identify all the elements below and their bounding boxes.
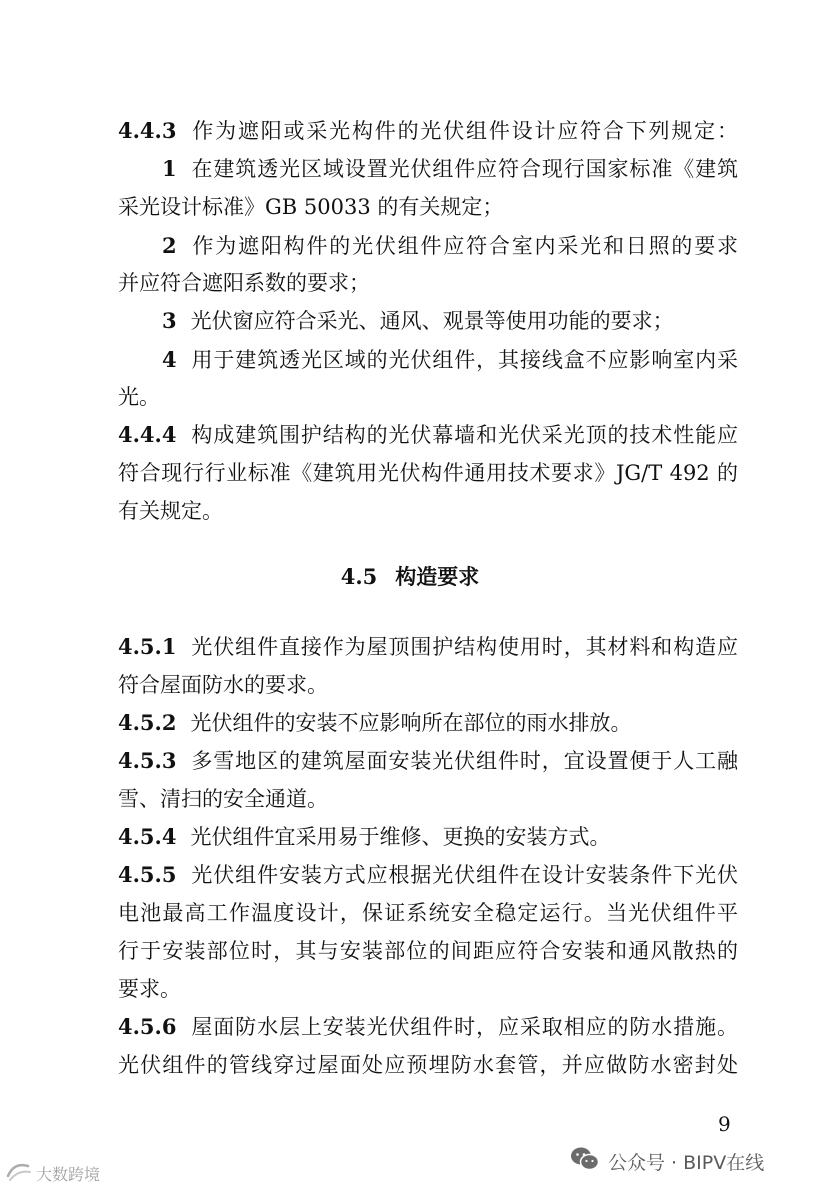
clause-4-4-3 <box>118 114 738 148</box>
brand-watermark <box>4 1160 100 1186</box>
item-number: 4 <box>162 347 177 372</box>
clause-4-4-4-continuation: 符合现行行业标准《建筑用光伏构件通用技术要求》JG/T 492 的 <box>118 461 738 485</box>
clause-4-5-3 <box>118 744 738 778</box>
clause-4-5-3-continuation: 雪、清扫的安全通道。 <box>118 787 328 811</box>
section-number: 4.5 <box>340 564 378 589</box>
clause-4-5-1-continuation: 符合屋面防水的要求。 <box>118 673 328 697</box>
item-1-continuation: 采光设计标准》GB 50033 的有关规定； <box>118 195 504 219</box>
clause-number: 4.5.3 <box>118 748 177 773</box>
clause-text: 光伏组件宜采用易于维修、更换的安装方式。 <box>190 825 611 849</box>
item-3 <box>162 304 738 338</box>
item-text: 光伏窗应符合采光、通风、观景等使用功能的要求； <box>190 309 674 333</box>
clause-text: 光伏组件直接作为屋顶围护结构使用时，其材料和构造应 <box>190 635 738 659</box>
clause-number: 4.4.3 <box>118 118 177 143</box>
item-4 <box>162 343 738 377</box>
clause-number: 4.5.4 <box>118 824 177 849</box>
clause-4-5-2 <box>118 706 738 740</box>
item-number: 3 <box>162 308 177 333</box>
clause-text: 屋面防水层上安装光伏组件时，应采取相应的防水措施。 <box>190 1015 738 1039</box>
clause-text: 构成建筑围护结构的光伏幕墙和光伏采光顶的技术性能应 <box>190 423 738 447</box>
clause-text: 作为遮阳或采光构件的光伏组件设计应符合下列规定： <box>190 119 738 143</box>
clause-4-4-4-continuation: 有关规定。 <box>118 499 223 523</box>
clause-4-5-1 <box>118 630 738 664</box>
section-title: 构造要求 <box>395 564 480 589</box>
clause-4-5-5-continuation: 行于安装部位时，其与安装部位的间距应符合安装和通风散热的 <box>118 939 738 963</box>
watermark-text: 公众号 · BIPV在线 <box>608 1151 765 1174</box>
clause-text: 多雪地区的建筑屋面安装光伏组件时，宜设置便于人工融 <box>190 749 738 773</box>
item-1 <box>162 152 738 186</box>
clause-4-5-6-continuation: 光伏组件的管线穿过屋面处应预埋防水套管，并应做防水密封处 <box>118 1053 738 1077</box>
clause-4-4-4 <box>118 418 738 452</box>
item-number: 1 <box>162 156 177 181</box>
brand-logo-icon <box>4 1160 32 1186</box>
clause-number: 4.5.6 <box>118 1014 177 1039</box>
item-text: 用于建筑透光区域的光伏组件，其接线盒不应影响室内采 <box>190 348 738 372</box>
clause-number: 4.4.4 <box>118 422 177 447</box>
clause-4-5-6 <box>118 1010 738 1044</box>
clause-4-5-5-continuation: 电池最高工作温度设计，保证系统安全稳定运行。当光伏组件平 <box>118 901 738 925</box>
item-number: 2 <box>162 233 177 258</box>
clause-number: 4.5.2 <box>118 710 177 735</box>
clause-text: 光伏组件安装方式应根据光伏组件在设计安装条件下光伏 <box>190 863 738 887</box>
watermark-text: 大数跨境 <box>36 1164 101 1184</box>
clause-4-5-4 <box>118 820 738 854</box>
item-2-continuation: 并应符合遮阳系数的要求； <box>118 271 370 295</box>
item-4-continuation: 光。 <box>118 385 160 409</box>
section-heading <box>0 560 820 594</box>
clause-4-5-5-continuation: 要求。 <box>118 977 181 1001</box>
clause-number: 4.5.5 <box>118 862 177 887</box>
clause-text: 光伏组件的安装不应影响所在部位的雨水排放。 <box>190 711 632 735</box>
wechat-watermark <box>570 1146 764 1176</box>
clause-number: 4.5.1 <box>118 634 177 659</box>
item-text: 在建筑透光区域设置光伏组件应符合现行国家标准《建筑 <box>190 157 738 181</box>
item-text: 作为遮阳构件的光伏组件应符合室内采光和日照的要求 <box>190 234 738 258</box>
item-2 <box>162 229 738 263</box>
clause-4-5-5 <box>118 858 738 892</box>
wechat-icon <box>570 1146 600 1177</box>
page-number: 9 <box>718 1112 731 1136</box>
